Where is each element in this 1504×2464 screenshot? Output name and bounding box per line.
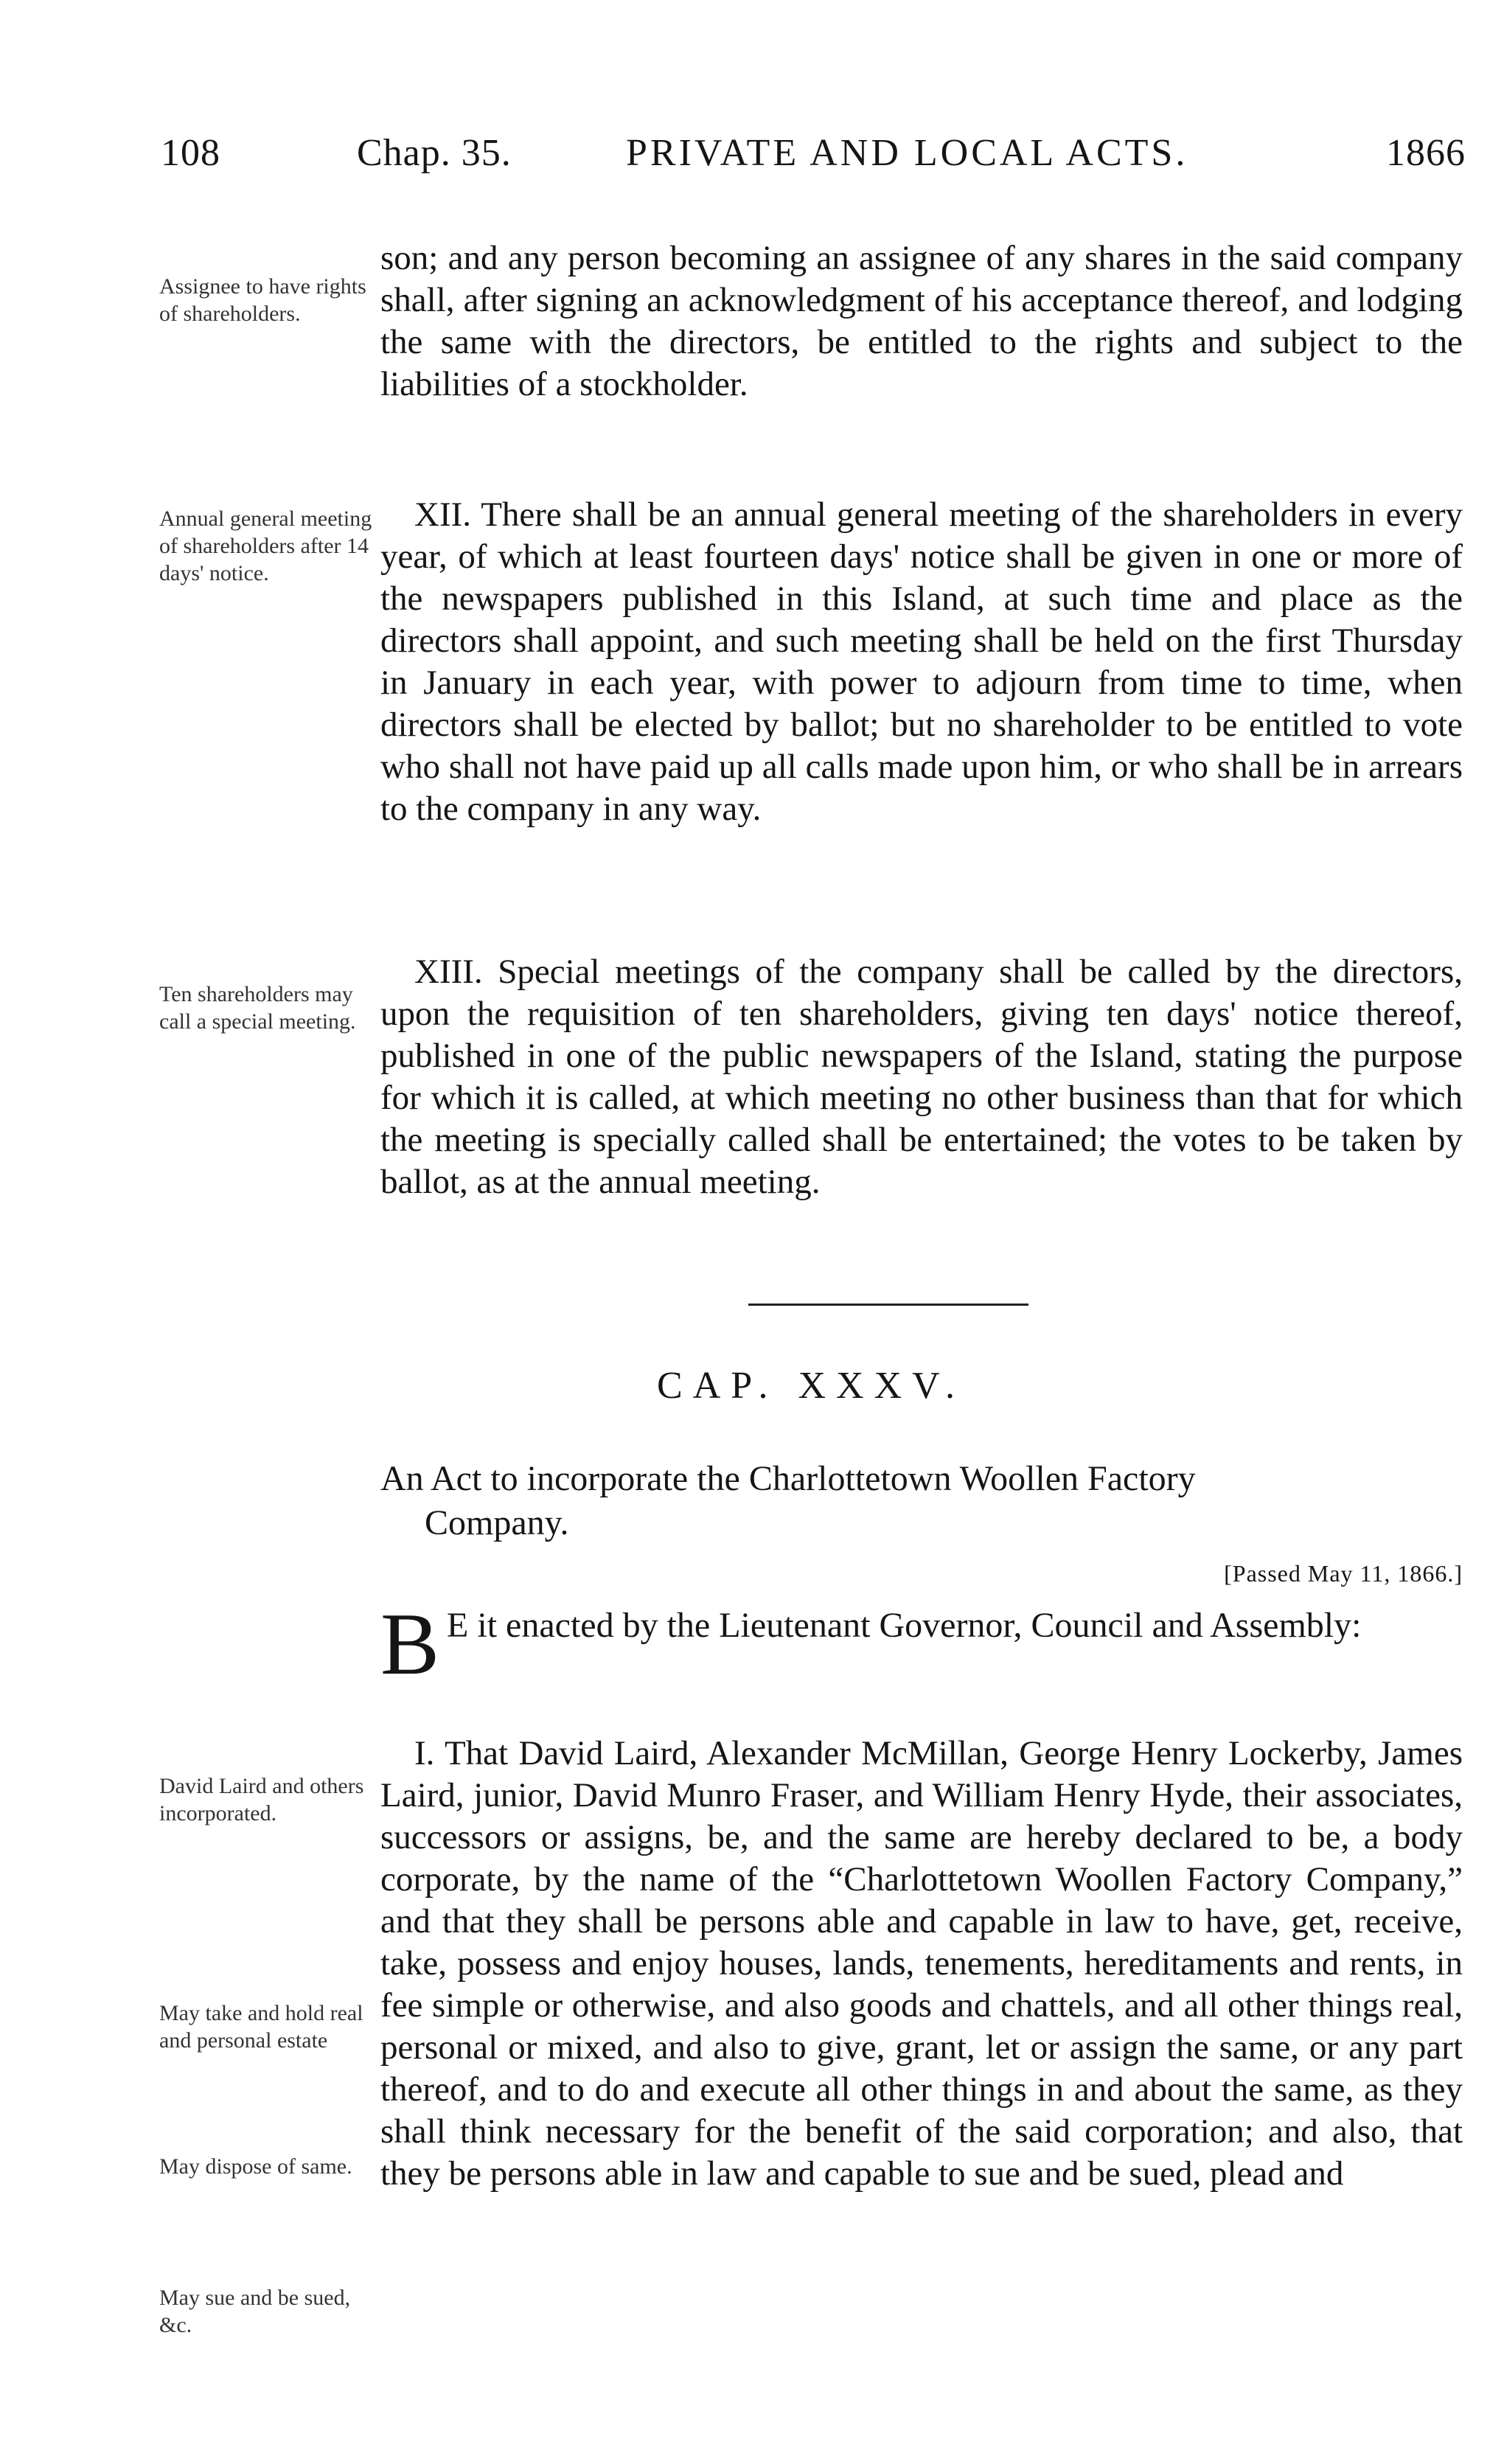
section-paragraph: XIII. Special meetings of the company shall be called by the directors, upon the requisition of ten shareholders, giving ten days' notice thereof, published in one of the public newspapers of the Island, stating the purpose for which it is called, at which meeting no other business than that for which the meeting is specially called shall be entertained; the votes to be taken by ballot, as at the annual meeting. (380, 953, 1463, 1201)
section-xii-text (380, 494, 1463, 830)
header-year: 1866 (1386, 132, 1466, 174)
margin-note-special-meeting: Ten shareholders may call a special meeting. (159, 982, 356, 1034)
section-paragraph: son; and any person becoming an assignee of any shares in the said company shall, after signing an acknowledgment of his acceptance thereof, and lodging the same with the directors, be entitled to the rights and subject to the liabilities of a stockholder. (380, 239, 1463, 403)
chapter-label: Chap. 35. (357, 132, 512, 174)
running-header (161, 131, 1466, 183)
drop-cap: B (380, 1595, 440, 1693)
act-title-line2: Company. (425, 1503, 569, 1542)
page-number: 108 (161, 132, 220, 174)
enacting-text: E it enacted by the Lieutenant Governor, Council and Assembly: (447, 1606, 1362, 1645)
margin-note-incorporated: David Laird and others incorporated. (159, 1774, 364, 1826)
margin-note-sue: May sue and be sued, &c. (159, 2286, 351, 2337)
section-assignee-text (380, 237, 1463, 406)
margin-note-dispose: May dispose of same. (159, 2154, 352, 2179)
act-title (380, 1457, 1463, 1545)
section-divider (748, 1304, 1028, 1306)
section-paragraph: XII. There shall be an annual general meeting of the shareholders in every year, of which at least fourteen days' notice shall be given in one or more of the newspapers published in this Island, at such time and place as the directors shall appoint, and such meeting shall be held on the first Thursday in January in each year, with power to adjourn from time to time, when directors shall be elected by ballot; but no shareholder to be entitled to vote who shall not have paid up all calls made upon him, or who shall be in arrears to the company in any way. (380, 495, 1463, 828)
act-title-line1: An Act to incorporate the Charlottetown Woollen Factory (380, 1459, 1196, 1498)
margin-note-annual-meeting: Annual general meeting of shareholders after 14 days' notice. (159, 507, 372, 585)
section-i-text (380, 1733, 1463, 2195)
margin-note-take-hold: May take and hold real and personal estate (159, 2001, 363, 2053)
passed-date: [Passed May 11, 1866.] (1224, 1560, 1463, 1587)
section-xiii-text (380, 951, 1463, 1203)
margin-note-assignee: Assignee to have rights of shareholders. (159, 274, 366, 326)
section-paragraph: I. That David Laird, Alexander McMillan, George Henry Lockerby, James Laird, junior, David Munro Fraser, and William Henry Hyde, their associates, successors or assigns, be, and the same are hereby declared to be, a body corporate, by the name of the “Charlottetown Woollen Factory Company,” and that they shall be persons able and capable in law to have, get, receive, take, possess and enjoy houses, lands, tenements, hereditaments and rents, in fee simple or otherwise, and also goods and chattels, and all other things real, personal or mixed, and also to give, grant, let or assign the same, or any part thereof, and to do and execute all other things in and about the same, as they shall think necessary for the benefit of the said corporation; and also, that they be persons able in law and capable to sue and be sued, plead and (380, 1734, 1463, 2193)
cap-heading: CAP. XXXV. (657, 1365, 965, 1407)
enacting-clause (380, 1595, 1463, 1693)
running-title: PRIVATE AND LOCAL ACTS. (626, 132, 1188, 174)
